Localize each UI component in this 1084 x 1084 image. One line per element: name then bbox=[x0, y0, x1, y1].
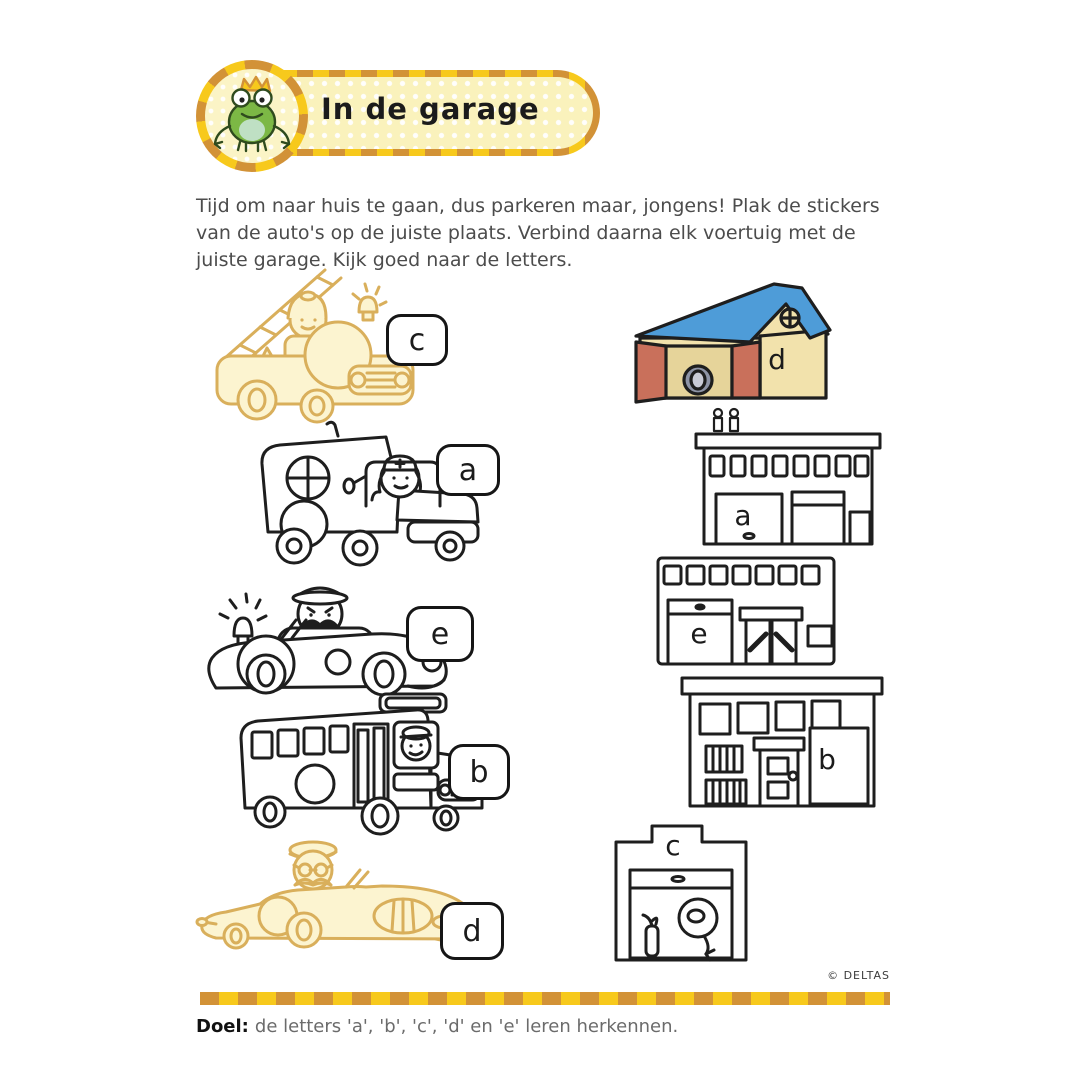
letter-badge-sports-car bbox=[440, 902, 504, 960]
letter-badge-label: d bbox=[462, 913, 482, 949]
copyright-text: © DELTAS bbox=[827, 969, 890, 982]
instructions-text: Tijd om naar huis te gaan, dus parkeren maar, jongens! Plak de stickers van de auto's op de juiste plaats. Verbind daarna elk voertuig met de juiste garage. Kijk goed naar de letters. bbox=[196, 195, 880, 271]
garage-letter-a: a bbox=[734, 498, 752, 532]
letter-badge-bus bbox=[448, 744, 510, 800]
garage-letter-c: c bbox=[665, 828, 681, 862]
goal-line bbox=[196, 1016, 678, 1037]
house-garage-illustration bbox=[632, 276, 832, 406]
letter-badge-label: b bbox=[469, 754, 489, 790]
goal-label: Doel: bbox=[196, 1016, 249, 1037]
office-garage-illustration bbox=[680, 670, 884, 810]
garage-letter-b: b bbox=[818, 742, 836, 776]
letter-badge-police-car bbox=[406, 606, 474, 662]
letter-badge-fire-truck bbox=[386, 314, 448, 366]
mascot-badge-fill bbox=[205, 69, 299, 163]
goal-text: de letters 'a', 'b', 'c', 'd' en 'e' leren herkennen. bbox=[254, 1016, 679, 1037]
mascot-badge bbox=[196, 60, 308, 172]
letter-badge-ambulance bbox=[436, 444, 500, 496]
workshop-garage-illustration bbox=[694, 406, 884, 548]
letter-badge-label: c bbox=[408, 322, 426, 358]
letter-badge-label: e bbox=[430, 616, 450, 652]
page-title: In de garage bbox=[321, 92, 540, 126]
garage-letter-e: e bbox=[690, 616, 708, 650]
frog-crown-icon bbox=[210, 74, 294, 158]
letter-badge-label: a bbox=[458, 452, 478, 488]
footer-stripe-bar bbox=[200, 992, 890, 1005]
garage-letter-d: d bbox=[768, 342, 786, 376]
